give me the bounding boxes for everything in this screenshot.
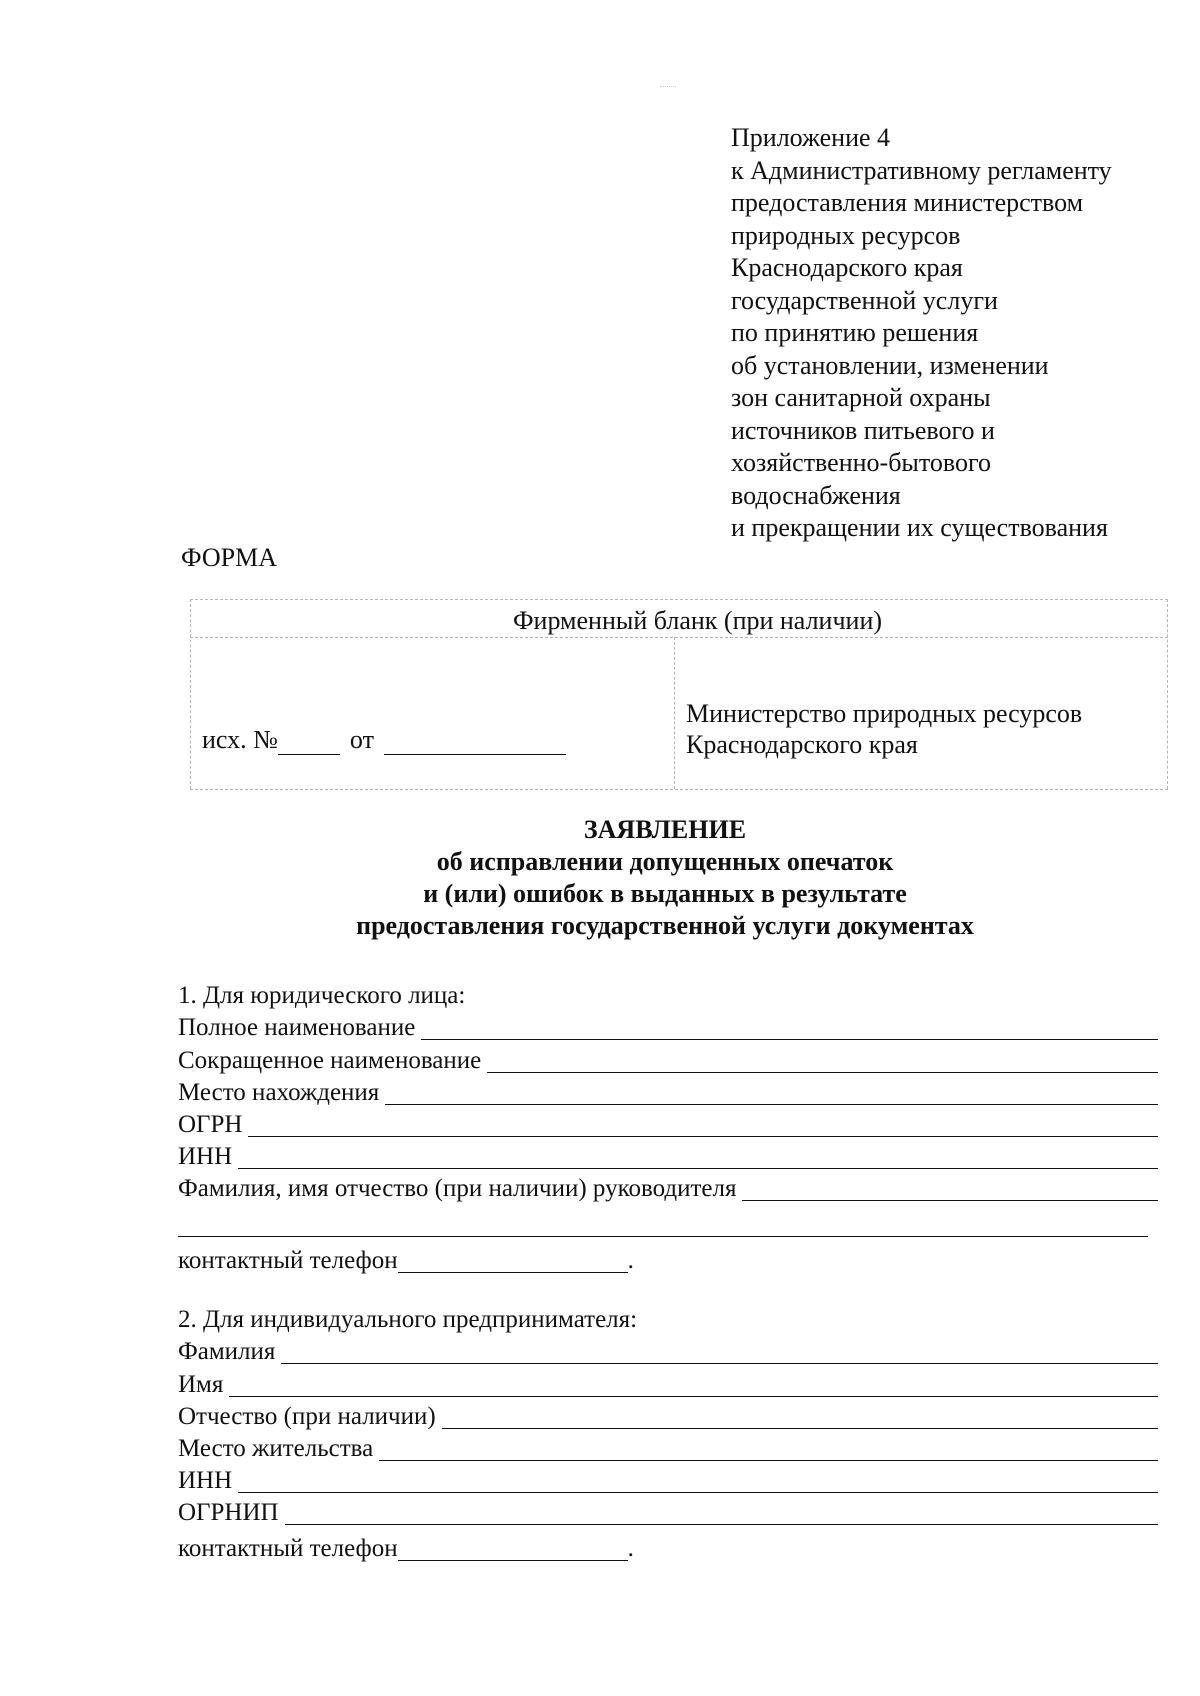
title-line: об исправлении допущенных опечаток <box>436 847 894 876</box>
appendix-line: хозяйственно-бытового <box>731 448 992 477</box>
appendix-line: источников питьевого и <box>731 415 995 445</box>
field-row <box>178 1431 1158 1463</box>
ogrnip-field[interactable] <box>285 1504 1158 1525</box>
section-individual-entrepreneur <box>178 1302 1158 1563</box>
residence-field[interactable] <box>379 1440 1158 1461</box>
appendix-line: об установлении, изменении <box>731 350 1049 380</box>
phone-row <box>178 1239 1158 1275</box>
full-name-field[interactable] <box>421 1019 1158 1040</box>
section-heading <box>178 978 1158 1010</box>
appendix-line: по принятию решения <box>731 318 979 347</box>
appendix-line: к Административному регламенту <box>731 155 1112 185</box>
field-label: Имя <box>178 1370 224 1398</box>
field-row <box>178 1399 1158 1431</box>
inn-field[interactable] <box>238 1148 1158 1169</box>
location-field[interactable] <box>385 1084 1158 1105</box>
outgoing-number-field[interactable] <box>278 732 340 755</box>
ministry-addressee <box>686 698 1082 760</box>
ministry-line: Министерство природных ресурсов <box>686 699 1083 728</box>
letterhead-blank-label: Фирменный бланк (при наличии) <box>513 606 883 635</box>
field-label: Фамилия <box>178 1338 276 1366</box>
field-row <box>178 1203 1158 1239</box>
field-label: ОГРН <box>178 1110 243 1138</box>
title-line: предоставления государственной услуги документах <box>356 911 974 940</box>
date-field[interactable] <box>384 732 566 755</box>
short-name-field[interactable] <box>487 1052 1158 1073</box>
ogrn-field[interactable] <box>248 1116 1158 1137</box>
section-heading <box>178 1302 1158 1334</box>
field-label: Отчество (при наличии) <box>178 1402 436 1430</box>
phone-label: контактный телефон <box>178 1535 398 1563</box>
appendix-line: природных ресурсов <box>731 220 961 250</box>
field-label: ИНН <box>178 1143 233 1171</box>
title-line: ЗАЯВЛЕНИЕ <box>583 815 747 844</box>
director-name-field[interactable] <box>742 1180 1158 1201</box>
field-row <box>178 1334 1158 1366</box>
field-label: ОГРНИП <box>178 1499 279 1527</box>
appendix-block <box>731 122 1112 545</box>
title-line: и (или) ошибок в выданных в результате <box>423 879 907 908</box>
field-row <box>178 1366 1158 1398</box>
application-title <box>200 814 1130 942</box>
letterhead-border-bottom <box>190 789 1168 790</box>
appendix-line: водоснабжения <box>731 480 901 510</box>
section-heading-text: 1. Для юридического лица: <box>178 982 466 1010</box>
phone-label: контактный телефон <box>178 1247 398 1275</box>
ministry-line: Краснодарского края <box>686 730 918 759</box>
field-row <box>178 1075 1158 1107</box>
letterhead-border-right <box>1167 599 1168 789</box>
letterhead-column-divider <box>674 637 675 789</box>
forma-label: ФОРМА <box>181 543 277 572</box>
patronymic-field[interactable] <box>442 1408 1158 1429</box>
appendix-line: государственной услуги <box>731 285 998 315</box>
appendix-line: предоставления министерством <box>731 188 1084 217</box>
field-label: Сокращенное наименование <box>178 1046 482 1074</box>
letterhead-box <box>190 599 1168 790</box>
field-label: Полное наименование <box>178 1014 416 1042</box>
surname-field[interactable] <box>281 1343 1158 1364</box>
letterhead-divider <box>190 637 1168 638</box>
appendix-line: и прекращении их существования <box>731 513 1108 542</box>
field-label: Место нахождения <box>178 1078 380 1106</box>
field-label: ИНН <box>178 1467 233 1495</box>
phone-end: . <box>627 1247 634 1275</box>
letterhead-border-left <box>190 599 191 789</box>
field-row <box>178 1495 1158 1527</box>
field-row <box>178 1171 1158 1203</box>
director-name-continuation-field[interactable] <box>178 1216 1148 1237</box>
field-row <box>178 1042 1158 1074</box>
field-label: Фамилия, имя отчество (при наличии) руководителя <box>178 1175 737 1203</box>
appendix-line: Краснодарского края <box>731 253 963 282</box>
letterhead-border-top <box>190 599 1168 600</box>
field-row <box>178 1010 1158 1042</box>
phone-field[interactable] <box>398 1540 628 1561</box>
phone-end: . <box>627 1535 634 1563</box>
field-row <box>178 1139 1158 1171</box>
inn-field[interactable] <box>238 1472 1158 1493</box>
phone-field[interactable] <box>398 1252 628 1273</box>
phone-row <box>178 1527 1158 1563</box>
outgoing-number-row <box>202 725 566 755</box>
scan-artifact <box>660 86 676 93</box>
field-row <box>178 1463 1158 1495</box>
section-heading-text: 2. Для индивидуального предпринимателя: <box>178 1306 638 1334</box>
appendix-line: зон санитарной охраны <box>731 383 991 412</box>
first-name-field[interactable] <box>229 1376 1158 1397</box>
section-legal-entity <box>178 978 1158 1275</box>
field-row <box>178 1107 1158 1139</box>
appendix-line: Приложение 4 <box>731 123 891 152</box>
outgoing-number-label: исх. № <box>202 725 278 754</box>
field-label: Место жительства <box>178 1434 374 1462</box>
from-label: от <box>349 725 374 754</box>
